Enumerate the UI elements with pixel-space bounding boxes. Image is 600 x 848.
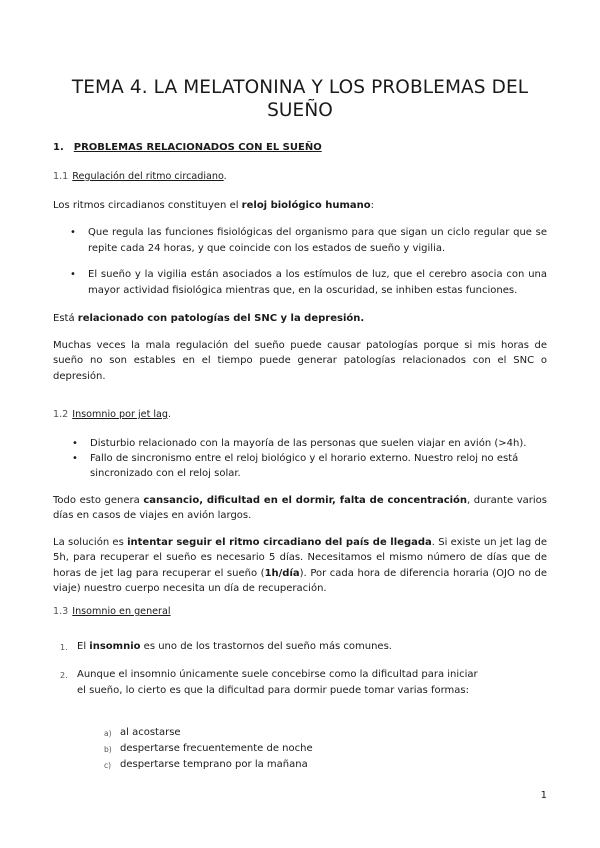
- section-heading-1: 1. PROBLEMAS RELACIONADOS CON EL SUEÑO: [53, 142, 322, 153]
- lettered-item-c: c) despertarse temprano por la mañana: [104, 759, 308, 770]
- lettered-item-b: b) despertarse frecuentemente de noche: [104, 743, 313, 754]
- list-item: • Disturbio relacionado con la mayoría de las personas que suelen viajar en avión (>4h).: [72, 438, 527, 449]
- list-item: • Que regula las funciones fisiológicas del organismo para que sigan un ciclo regular que se repite cada 24 horas, y que coincide con los estados de sueño y vigilia.: [70, 227, 547, 254]
- bullet-icon: •: [72, 453, 78, 464]
- subsection-heading-1-3: 1.3 Insomnio en general: [53, 606, 171, 617]
- page-title: [40, 76, 560, 122]
- paragraph-regulacion: Muchas veces la mala regulación del sueño puede causar patologías porque si mis horas de sueño no son estables en el tiempo puede generar patologías relacionados con el SNC o depresión.: [53, 340, 547, 382]
- lettered-item-a: a) al acostarse: [104, 727, 181, 738]
- paragraph-solucion: La solución es intentar seguir el ritmo circadiano del país de llegada. Si existe un jet lag de 5h, para recuperar el sueño es necesario 5 días. Necesitamos el mismo número de días que de horas de jet lag para recuperar el sueño (1h/día). Por cada hora de diferencia horaria (OJO no de viaje) nuestro cuerpo necesita un día de recuperación.: [53, 537, 547, 595]
- list-item: • Fallo de sincronismo entre el reloj biológico y el horario externo. Nuestro reloj no está sincronizado con el reloj solar.: [72, 453, 519, 479]
- paragraph-patologias: Está relacionado con patologías del SNC y la depresión.: [53, 313, 365, 324]
- numbered-item-2: 2. Aunque el insomnio únicamente suele concebirse como la dificultad para iniciar el sueño, lo cierto es que la dificultad para dormir puede tomar varias formas:: [60, 669, 478, 696]
- list-item: • El sueño y la vigilia están asociados a los estímulos de luz, que el cerebro asocia con una mayor actividad fisiológica mientras que, en la oscuridad, se inhiben estas funciones.: [70, 269, 547, 296]
- page-number: 1: [540, 790, 547, 801]
- title-line-2: SUEÑO: [267, 100, 333, 121]
- subsection-heading-1-1: 1.1 Regulación del ritmo circadiano.: [53, 171, 227, 182]
- bullet-icon: •: [70, 269, 76, 280]
- numbered-item-1: 1. El insomnio es uno de los trastornos del sueño más comunes.: [60, 641, 392, 652]
- title-line-1: TEMA 4. LA MELATONINA Y LOS PROBLEMAS DEL: [71, 77, 529, 98]
- paragraph-sintomas: Todo esto genera cansancio, dificultad en el dormir, falta de concentración, durante varios días en casos de viajes en avión largos.: [53, 495, 547, 522]
- subsection-heading-1-2: 1.2 Insomnio por jet lag.: [53, 409, 172, 420]
- paragraph-ritmos: Los ritmos circadianos constituyen el reloj biológico humano:: [53, 200, 374, 211]
- bullet-icon: •: [72, 438, 78, 449]
- bullet-icon: •: [70, 227, 76, 238]
